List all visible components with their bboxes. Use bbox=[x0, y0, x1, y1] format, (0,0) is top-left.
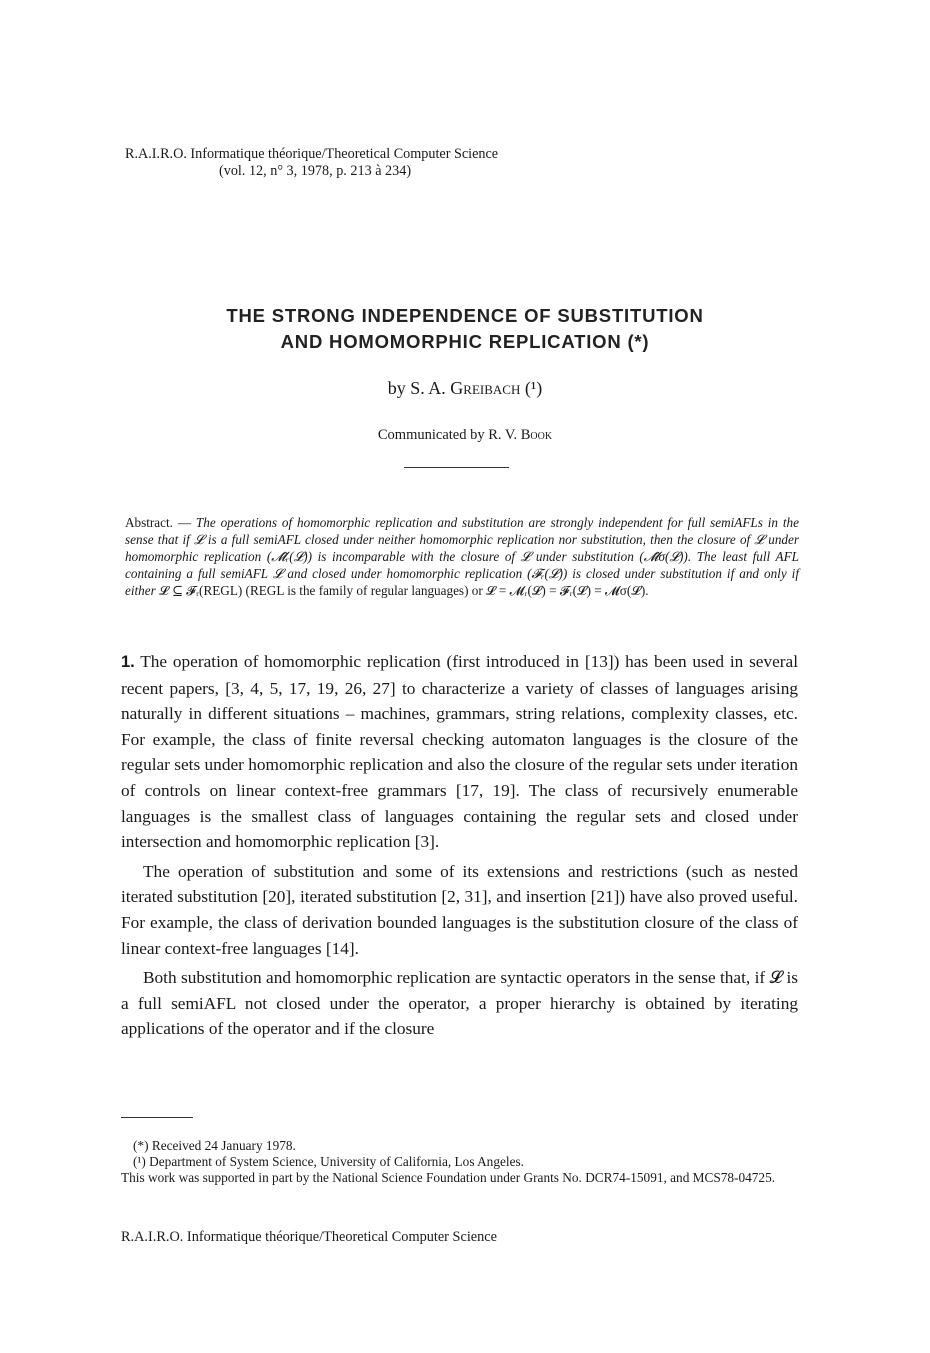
title-line-1: THE STRONG INDEPENDENCE OF SUBSTITUTION bbox=[226, 305, 704, 326]
communicated-by bbox=[0, 427, 930, 444]
abstract bbox=[125, 514, 799, 599]
paragraph-3: Both substitution and homomorphic replication are syntactic operators in the sense that, if 𝓛 is a full semiAFL not closed under the operator, a proper hierarchy is obtained by iterating applications of the operator and if the closure bbox=[121, 968, 798, 1039]
abstract-text: The operations of homomorphic replication and substitution are strongly independent for full semiAFLs in the sense that if 𝓛 is a full semiAFL closed under neither homomorphic replication nor substitution, then the closure of 𝓛 under homomorphic replication (𝓜̂ᵣ(𝓛)) is incomparable with the closure of 𝓛 under substitution (𝓜̂σ(𝓛)). The least full AFL containing a full semiAFL 𝓛 and closed under homomorphic replication (𝓕ᵣ(𝓛)) is closed under substitution if and only if either bbox=[125, 515, 799, 598]
paragraph-2: The operation of substitution and some of its extensions and restrictions (such as nested iterated substitution [20], iterated substitution [2, 31], and insertion [21]) have also proved useful. For example, the class of derivation bounded languages is the substitution closure of the class of linear context-free languages [14]. bbox=[121, 861, 798, 958]
author-prefix: by S. A. bbox=[387, 378, 451, 398]
abstract-text-end: 𝓛 ⊆ 𝓕ᵣ(REGL) (REGL is the family of regular languages) or 𝓛 = 𝓜ᵣ(𝓛) = 𝓕ᵣ(𝓛) = 𝓜σ(𝓛). bbox=[155, 583, 649, 598]
author-footnote-marker: (¹) bbox=[520, 378, 543, 398]
title-divider bbox=[404, 467, 509, 468]
title-line-2: AND HOMOMORPHIC REPLICATION (*) bbox=[280, 331, 650, 352]
journal-name: R.A.I.R.O. Informatique théorique/Theoretical Computer Science bbox=[125, 146, 499, 162]
footnotes bbox=[121, 1138, 801, 1186]
author-name: Greibach bbox=[450, 378, 521, 398]
footnote-divider bbox=[121, 1117, 193, 1118]
footnote-support: This work was supported in part by the National Science Foundation under Grants No. DCR74-15091, and MCS78-04725. bbox=[121, 1170, 776, 1185]
paragraph-1 bbox=[121, 649, 798, 855]
volume-info: (vol. 12, n° 3, 1978, p. 213 à 234) bbox=[219, 163, 412, 179]
section-number: 1. bbox=[121, 653, 135, 671]
paragraph-1-text: The operation of homomorphic replication (first introduced in [13]) has been used in several recent papers, [3, 4, 5, 17, 19, 26, 27] to characterize a variety of classes of languages arising naturally in different situations – machines, grammars, string relations, complexity classes, etc. For example, the class of finite reversal checking automaton languages is the closure of the regular sets under homomorphic replication and also the closure of the regular sets under iteration of controls on linear context-free grammars [17, 19]. The class of recursively enumerable languages is the smallest class of languages containing the regular sets and closed under intersection and homomorphic replication [3]. bbox=[121, 652, 798, 852]
body-text bbox=[121, 649, 798, 1042]
footnote-received: (*) Received 24 January 1978. bbox=[133, 1138, 296, 1153]
footnote-affiliation: (¹) Department of System Science, University of California, Los Angeles. bbox=[133, 1154, 524, 1169]
abstract-label: Abstract. — bbox=[125, 515, 196, 530]
page-footer: R.A.I.R.O. Informatique théorique/Theoretical Computer Science bbox=[121, 1229, 497, 1245]
author-line bbox=[0, 378, 930, 399]
communicated-prefix: Communicated by R. V. bbox=[377, 427, 521, 443]
paper-title bbox=[0, 303, 930, 355]
journal-header bbox=[125, 146, 498, 180]
communicator-name: Book bbox=[520, 427, 553, 443]
